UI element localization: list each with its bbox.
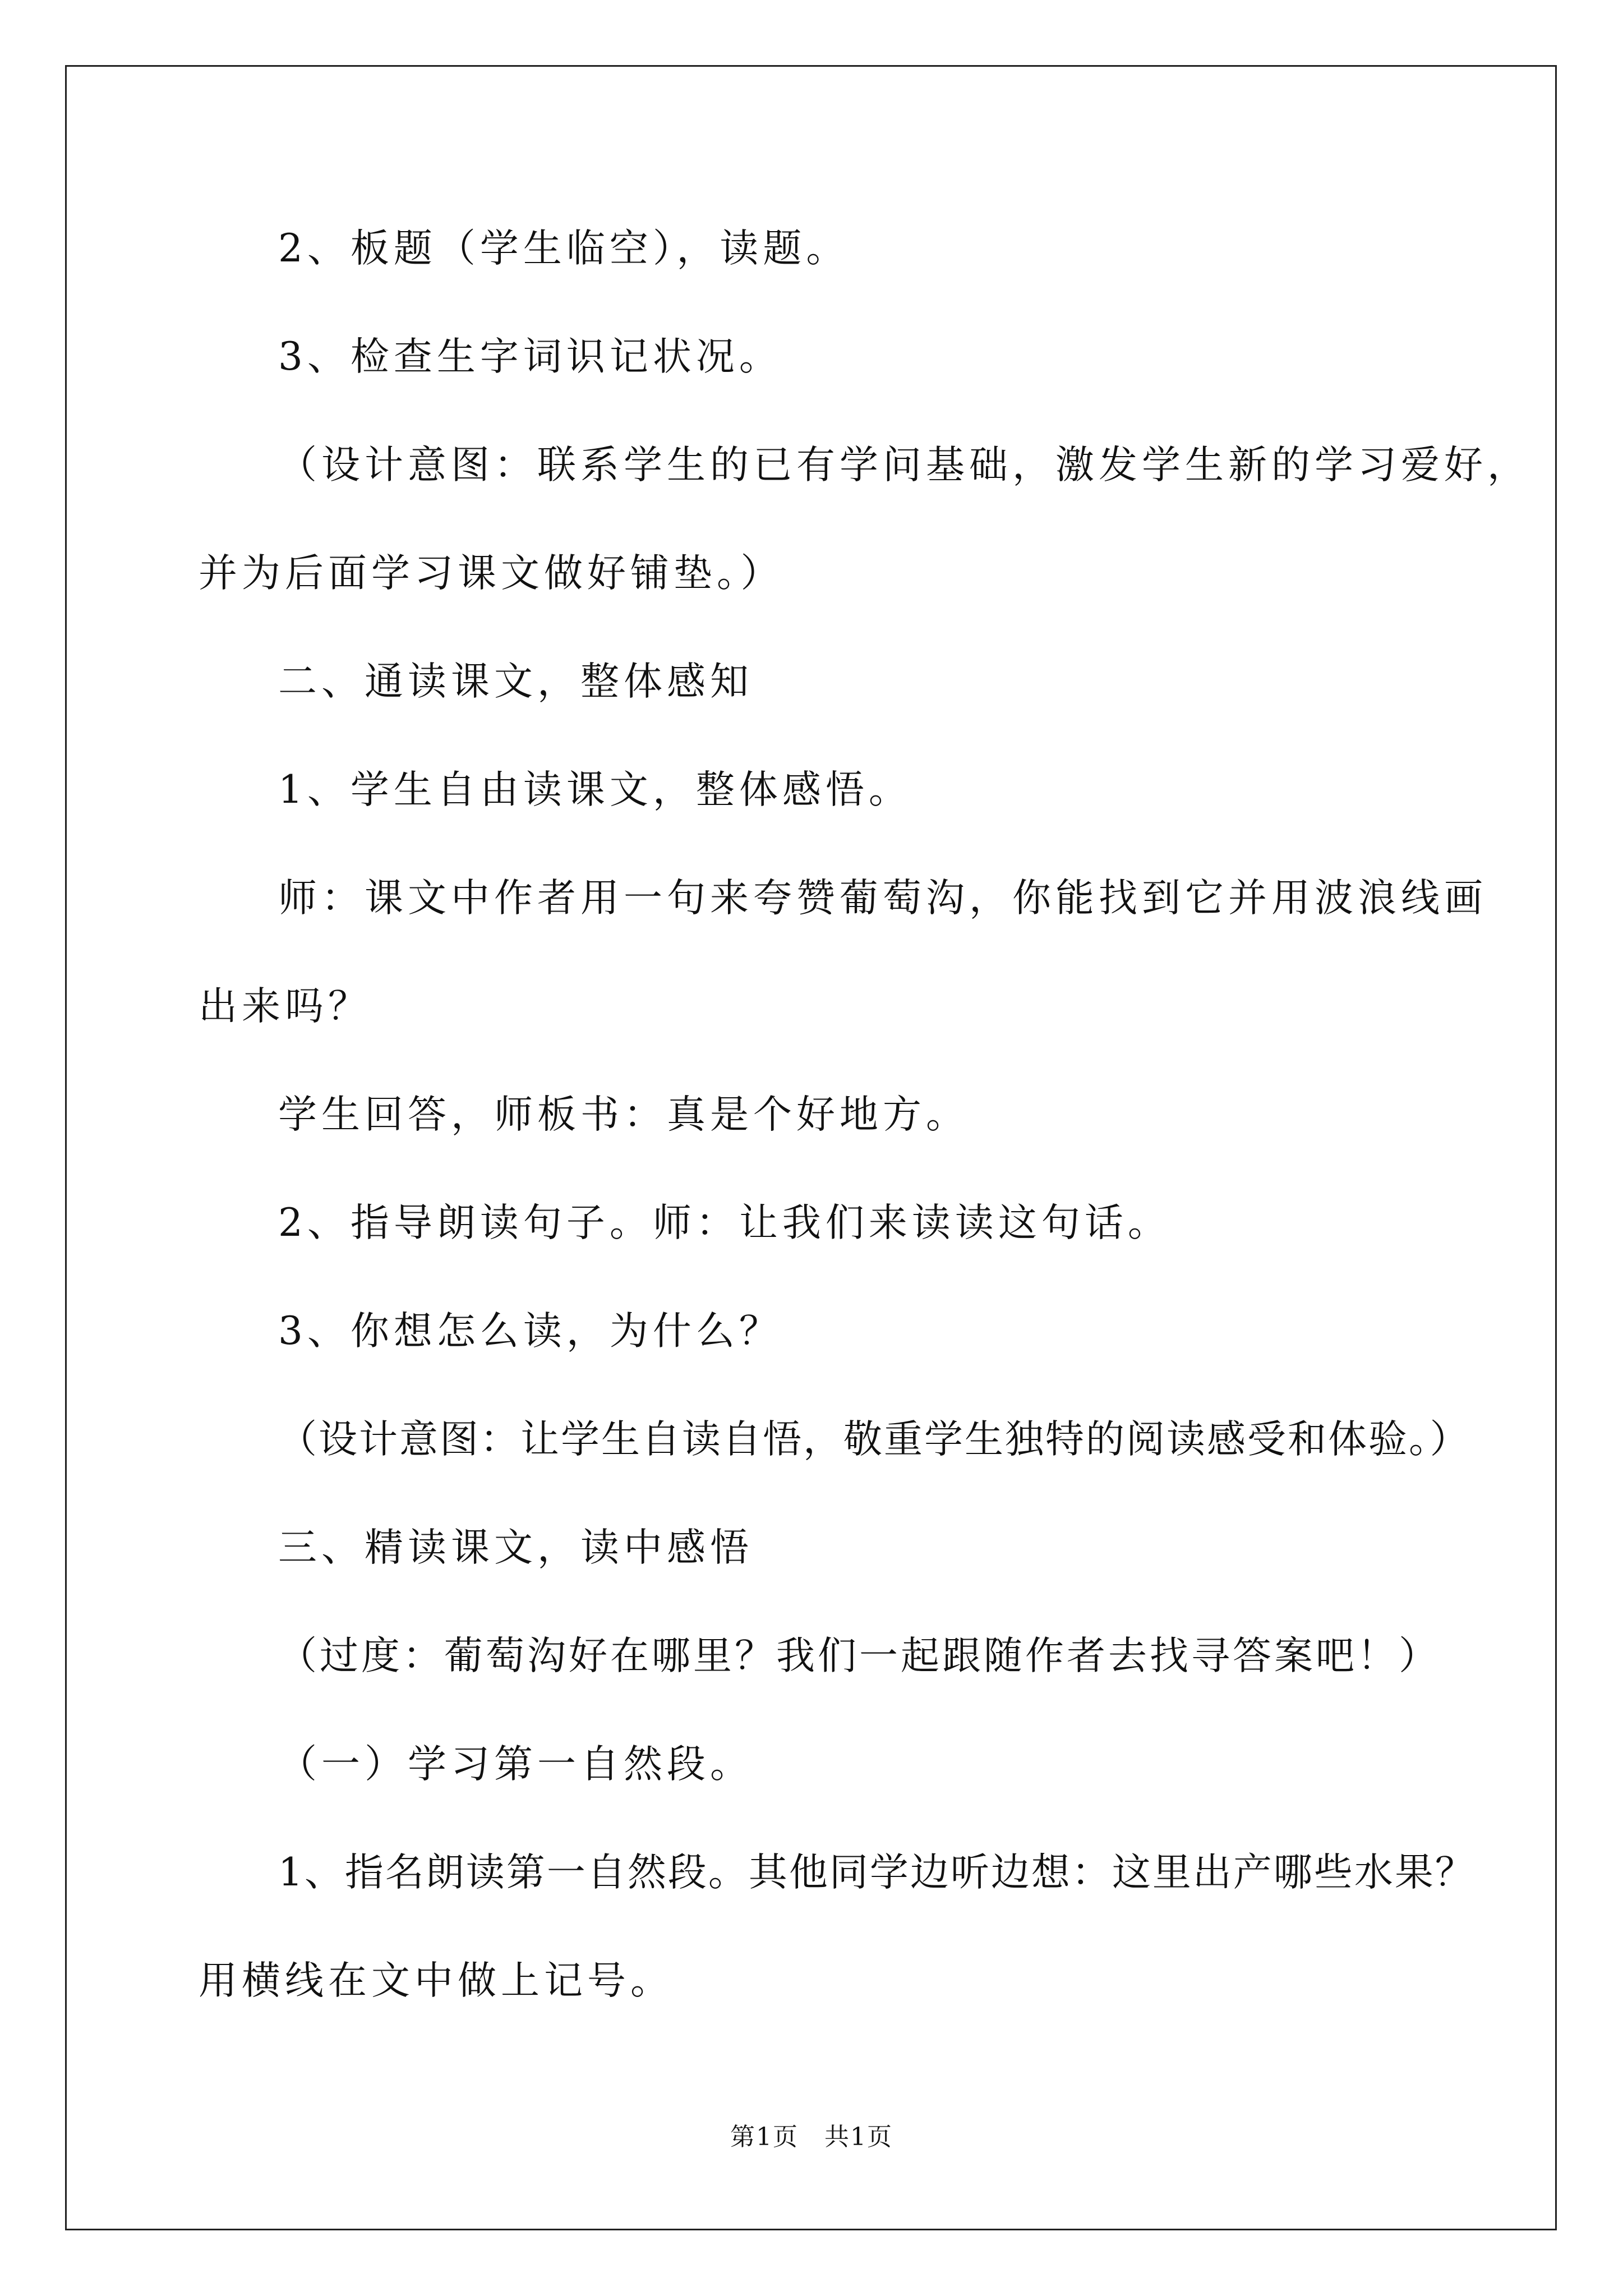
text-line: 用横线在文中做上记号。 [199,1958,674,2003]
text-line: 1、指名朗读第一自然段。其他同学边听边想：这里出产哪些水果？ [278,1850,1476,1895]
text-line: 1、学生自由读课文，整体感悟。 [278,767,912,812]
text-line: （设计意图：让学生自读自悟，敬重学生独特的阅读感受和体验。） [278,1417,1470,1462]
text-line: 2、指导朗读句子。师：让我们来读读这句话。 [278,1200,1171,1245]
text-line: 3、你想怎么读，为什么？ [278,1309,782,1354]
text-line: 2、板题（学生临空），读题。 [278,226,850,271]
text-line: 师：课文中作者用一句来夸赞葡萄沟，你能找到它并用波浪线画 [278,876,1487,921]
text-line: （过度：葡萄沟好在哪里？我们一起跟随作者去找寻答案吧！） [278,1634,1440,1678]
page-number: 第1页 共1页 [730,2123,893,2151]
text-line: 学生回答，师板书：真是个好地方。 [278,1092,969,1137]
section-heading: 三、精读课文，读中感悟 [278,1525,753,1570]
text-line: （一）学习第一自然段。 [278,1742,753,1787]
page-border [65,65,1557,2230]
text-line: 并为后面学习课文做好铺垫。） [199,551,784,596]
section-heading: 二、通读课文，整体感知 [278,659,753,704]
text-line: 出来吗？ [199,984,371,1029]
text-line: 3、检查生字词识记状况。 [278,334,782,379]
text-line: （设计意图：联系学生的已有学问基础，激发学生新的学习爱好， [278,443,1530,487]
